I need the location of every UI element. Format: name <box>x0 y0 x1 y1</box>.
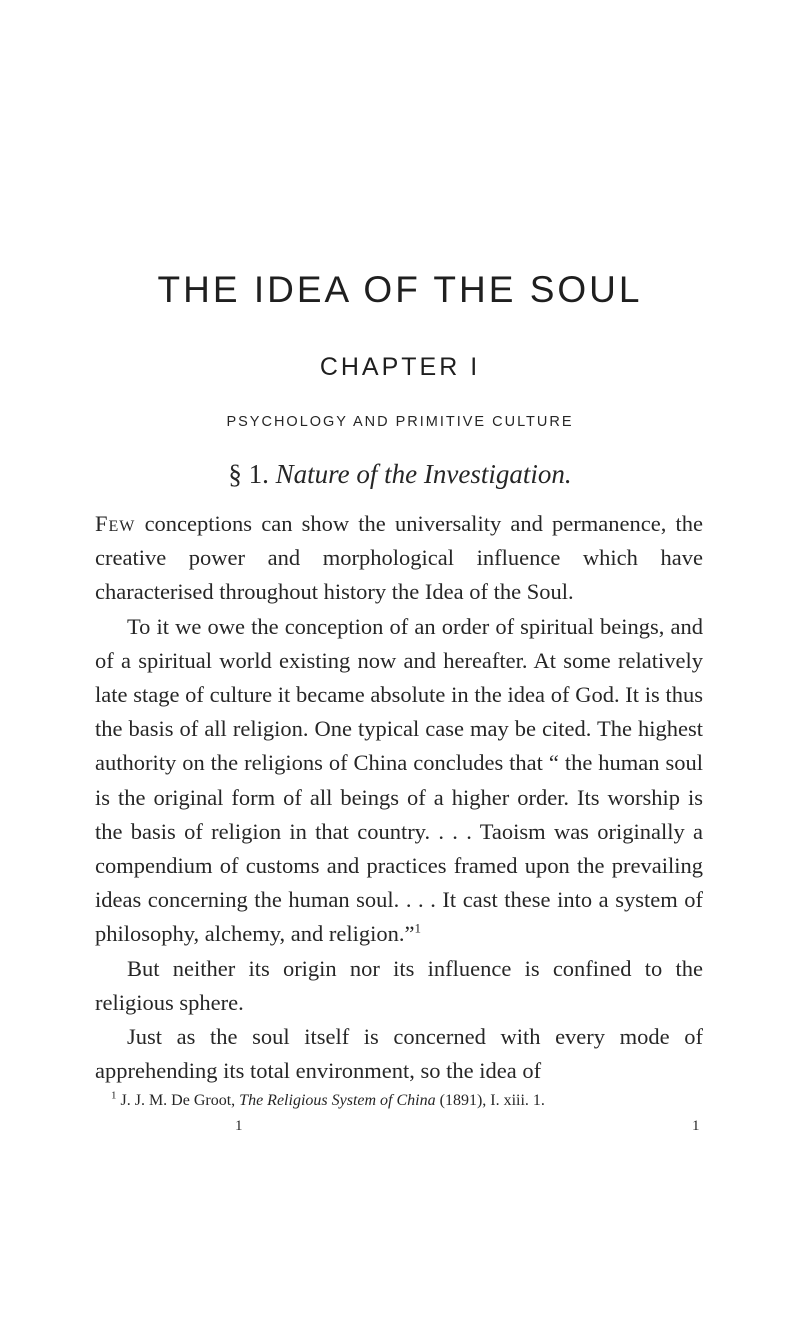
paragraph <box>95 1020 703 1088</box>
paragraph <box>95 610 703 952</box>
chapter-heading: CHAPTER I <box>319 353 481 381</box>
footnote-marker: 1 <box>111 1089 117 1102</box>
paragraph <box>95 952 703 1020</box>
paragraph <box>95 507 703 610</box>
chapter-subtitle: PSYCHOLOGY AND PRIMITIVE CULTURE <box>226 414 574 430</box>
footnote-reference[interactable]: 1 <box>414 920 422 936</box>
footnote-work-title: The Religious System of China <box>239 1092 436 1109</box>
footnote-rest: (1891), I. xiii. 1. <box>435 1092 545 1109</box>
paragraph-lead-word: Few <box>95 511 136 536</box>
section-heading <box>0 459 800 490</box>
signature-mark: 1 <box>235 1118 243 1134</box>
footnote-author: J. J. M. De Groot, <box>120 1092 240 1109</box>
section-title: Nature of the Investigation. <box>275 459 572 489</box>
body-text <box>95 507 703 1088</box>
paragraph-text: But neither its origin nor its influence is confined to the religious sphere. <box>95 955 703 1015</box>
paragraph-text: conceptions can show the universality and permanence, the creative power and morphological influence which have characterised throughout history the Idea of the Soul. <box>95 511 703 605</box>
footnote <box>111 1089 545 1110</box>
section-number: § 1. <box>228 459 269 489</box>
book-title: THE IDEA OF THE SOUL <box>157 269 643 310</box>
paragraph-text: Just as the soul itself is concerned with every mode of apprehending its total environment, so the idea of <box>95 1024 703 1084</box>
paragraph-text: To it we owe the conception of an order of spiritual beings, and of a spiritual world existing now and hereafter. At some relatively late stage of culture it became absolute in the idea of God. It is thus the basis of all religion. One typical case may be cited. The highest authority on the religions of China concludes that “ the human soul is the original form of all beings of a higher order. Its worship is the basis of religion in that country. . . . Taoism was originally a compendium of customs and practices framed upon the prevailing ideas concerning the human soul. . . . It cast these into a system of philosophy, alchemy, and religion.” <box>95 613 703 947</box>
page-number: 1 <box>692 1118 700 1134</box>
